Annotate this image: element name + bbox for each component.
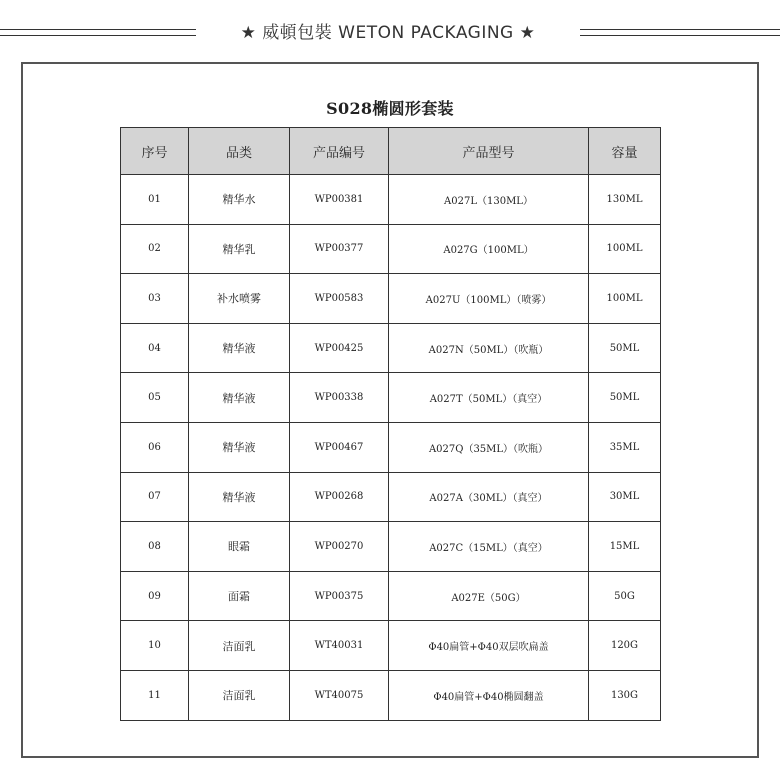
capacity-cell: 15ML [589,522,661,572]
product-code-cell: WT40075 [290,670,389,720]
capacity-cell: 50ML [589,323,661,373]
table-row [121,670,661,720]
index-cell: 01 [121,175,189,225]
category-cell: 精华液 [189,373,290,423]
product-model-cell: A027C（15ML）（真空） [389,522,589,572]
capacity-cell: 50G [589,571,661,621]
table-row [121,522,661,572]
index-cell: 04 [121,323,189,373]
table-row [121,224,661,274]
table-row [121,422,661,472]
category-cell: 精华乳 [189,224,290,274]
product-code-cell: WP00425 [290,323,389,373]
index-cell: 11 [121,670,189,720]
category-cell: 眼霜 [189,522,290,572]
table-row [121,472,661,522]
product-code-cell: WP00270 [290,522,389,572]
index-cell: 10 [121,621,189,671]
product-model-cell: A027Q（35ML）（吹瓶） [389,422,589,472]
header-rule-left [0,29,196,36]
table-row [121,621,661,671]
table-row [121,175,661,225]
index-cell: 08 [121,522,189,572]
product-code-cell: WP00375 [290,571,389,621]
column-header-product-code: 产品编号 [290,128,389,175]
capacity-cell: 130G [589,670,661,720]
capacity-cell: 100ML [589,224,661,274]
document-title: S028椭圆形套装 [326,99,454,118]
capacity-cell: 30ML [589,472,661,522]
brand-header [0,0,780,66]
product-code-cell: WT40031 [290,621,389,671]
product-model-cell: A027A（30ML）（真空） [389,472,589,522]
capacity-cell: 130ML [589,175,661,225]
column-header-product-model: 产品型号 [389,128,589,175]
product-model-cell: A027N（50ML）（吹瓶） [389,323,589,373]
column-header-capacity: 容量 [589,128,661,175]
product-model-cell: A027L（130ML） [389,175,589,225]
category-cell: 补水喷雾 [189,274,290,324]
category-cell: 精华液 [189,422,290,472]
product-code-cell: WP00268 [290,472,389,522]
product-model-cell: Φ40扁管+Φ40双层吹扁盖 [389,621,589,671]
index-cell: 06 [121,422,189,472]
product-model-cell: A027U（100ML）（喷雾） [389,274,589,324]
table-row [121,373,661,423]
index-cell: 05 [121,373,189,423]
table-row [121,323,661,373]
table-row [121,274,661,324]
product-code-cell: WP00381 [290,175,389,225]
index-cell: 03 [121,274,189,324]
capacity-cell: 120G [589,621,661,671]
product-model-cell: A027E（50G） [389,571,589,621]
header-rule-right [580,29,780,36]
capacity-cell: 50ML [589,373,661,423]
product-model-cell: A027T（50ML）（真空） [389,373,589,423]
brand-title: ★ 威頓包裝 WETON PACKAGING ★ [240,23,536,43]
product-code-cell: WP00338 [290,373,389,423]
table-body [121,175,661,721]
column-header-index: 序号 [121,128,189,175]
category-cell: 精华液 [189,323,290,373]
product-code-cell: WP00467 [290,422,389,472]
category-cell: 洁面乳 [189,621,290,671]
index-cell: 07 [121,472,189,522]
category-cell: 精华水 [189,175,290,225]
product-model-cell: A027G（100ML） [389,224,589,274]
column-header-category: 品类 [189,128,290,175]
category-cell: 精华液 [189,472,290,522]
product-code-cell: WP00377 [290,224,389,274]
table-header-row [121,128,661,175]
table-row [121,571,661,621]
index-cell: 09 [121,571,189,621]
index-cell: 02 [121,224,189,274]
capacity-cell: 100ML [589,274,661,324]
category-cell: 面霜 [189,571,290,621]
category-cell: 洁面乳 [189,670,290,720]
product-code-cell: WP00583 [290,274,389,324]
capacity-cell: 35ML [589,422,661,472]
product-model-cell: Φ40扁管+Φ40椭圆翻盖 [389,670,589,720]
product-table [120,127,661,721]
